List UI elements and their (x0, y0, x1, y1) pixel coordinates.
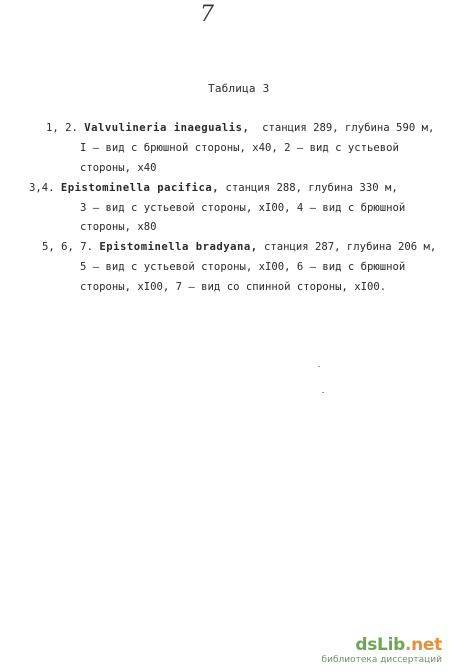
caption-1-station: станция 289, глубина 590 м, (262, 122, 435, 134)
caption-2-species: Epistominella pacifica, (60, 182, 220, 194)
caption-1-line-1 (46, 122, 434, 134)
table-title: Таблица 3 (208, 82, 270, 95)
caption-3-line-2: 5 – вид с устьевой стороны, xI00, 6 – вид с брюшной (80, 261, 406, 273)
watermark-logo-part-1: dsLib (355, 635, 405, 655)
watermark-subtitle: библиотека диссертаций (321, 655, 442, 665)
caption-1-line-3: стороны, x40 (80, 162, 157, 174)
watermark-logo (322, 636, 442, 654)
caption-3-station: станция 287, глубина 206 м, (264, 241, 437, 253)
caption-1-number: 1, 2. (46, 122, 78, 134)
caption-1-species: Valvulineria inaegualis, (84, 122, 250, 134)
caption-3-number: 5, 6, 7. (42, 241, 94, 253)
caption-1-line-2: I – вид с брюшной стороны, x40, 2 – вид с устьевой (80, 142, 399, 154)
caption-2-station: станция 288, глубина 330 м, (225, 182, 398, 194)
scan-speck (322, 392, 324, 393)
caption-2-line-3: стороны, x80 (80, 221, 157, 233)
caption-2-line-2: 3 – вид с устьевой стороны, xI00, 4 – вид с брюшной (80, 202, 406, 214)
page-number: 7 (200, 2, 214, 27)
caption-3-line-3: стороны, xI00, 7 – вид со спинной стороны, xI00. (80, 281, 387, 293)
caption-3-species: Epistominella bradyana, (99, 241, 258, 253)
caption-2-number: 3,4. (29, 182, 55, 194)
scan-speck (318, 366, 320, 367)
watermark (322, 636, 442, 665)
caption-3-line-1 (42, 241, 436, 253)
watermark-logo-part-2: .net (404, 635, 442, 655)
caption-2-line-1 (29, 182, 398, 194)
